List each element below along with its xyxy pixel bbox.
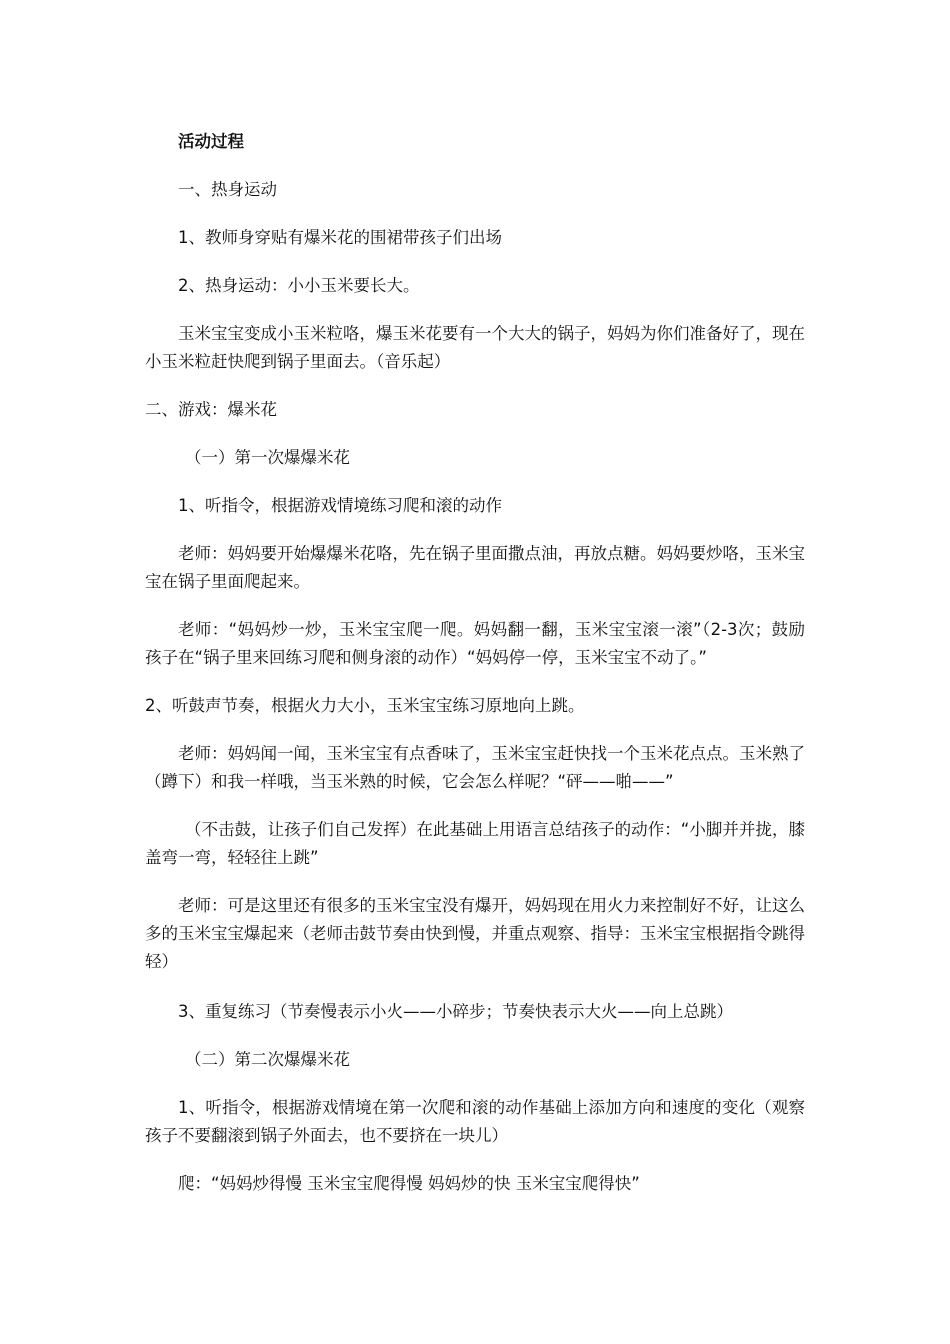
paragraph-5: 老师：妈妈要开始爆爆米花咯，先在锅子里面撒点油，再放点糖。妈妈要炒咯，玉米宝宝在锅子里面爬起来。 — [145, 544, 805, 591]
paragraph-1: 1、教师身穿贴有爆米花的围裙带孩子们出场 — [178, 228, 502, 247]
paragraph-7: 2、听鼓声节奏，根据火力大小，玉米宝宝练习原地向上跳。 — [145, 696, 585, 715]
paragraph-6: 老师：“妈妈炒一炒，玉米宝宝爬一爬。妈妈翻一翻，玉米宝宝滚一滚”（2-3次；鼓励孩子在“锅子里来回练习爬和侧身滚的动作）“妈妈停一停，玉米宝宝不动了。” — [145, 620, 805, 667]
paragraph-11: 3、重复练习（节奏慢表示小火——小碎步；节奏快表示大火——向上总跳） — [178, 1002, 733, 1021]
paragraph-2: 2、热身运动：小小玉米要长大。 — [178, 276, 420, 295]
paragraph-10: 老师：可是这里还有很多的玉米宝宝没有爆开，妈妈现在用火力来控制好不好，让这么多的玉米宝宝爆起来（老师击鼓节奏由快到慢，并重点观察、指导：玉米宝宝根据指令跳得轻） — [145, 896, 805, 971]
heading-warmup: 一、热身运动 — [178, 180, 277, 199]
subheading-second: （二）第二次爆爆米花 — [185, 1050, 350, 1069]
paragraph-12: 1、听指令，根据游戏情境在第一次爬和滚的动作基础上添加方向和速度的变化（观察孩子不要翻滚到锅子外面去，也不要挤在一块儿） — [145, 1098, 805, 1145]
paragraph-3: 玉米宝宝变成小玉米粒咯，爆玉米花要有一个大大的锅子，妈妈为你们准备好了，现在小玉米粒赶快爬到锅子里面去。（音乐起） — [145, 324, 805, 371]
paragraph-8: 老师：妈妈闻一闻，玉米宝宝有点香味了，玉米宝宝赶快找一个玉米花点点。玉米熟了（蹲下）和我一样哦，当玉米熟的时候，它会怎么样呢？“砰——啪——” — [145, 744, 805, 791]
paragraph-13: 爬：“妈妈炒得慢 玉米宝宝爬得慢 妈妈炒的快 玉米宝宝爬得快” — [178, 1174, 640, 1193]
heading-game: 二、游戏：爆米花 — [145, 400, 277, 419]
section-title: 活动过程 — [178, 132, 244, 151]
paragraph-4: 1、听指令，根据游戏情境练习爬和滚的动作 — [178, 496, 502, 515]
paragraph-9: （不击鼓，让孩子们自己发挥）在此基础上用语言总结孩子的动作：“小脚并并拢，膝盖弯一弯，轻轻往上跳” — [145, 820, 805, 867]
subheading-first: （一）第一次爆爆米花 — [185, 448, 350, 467]
